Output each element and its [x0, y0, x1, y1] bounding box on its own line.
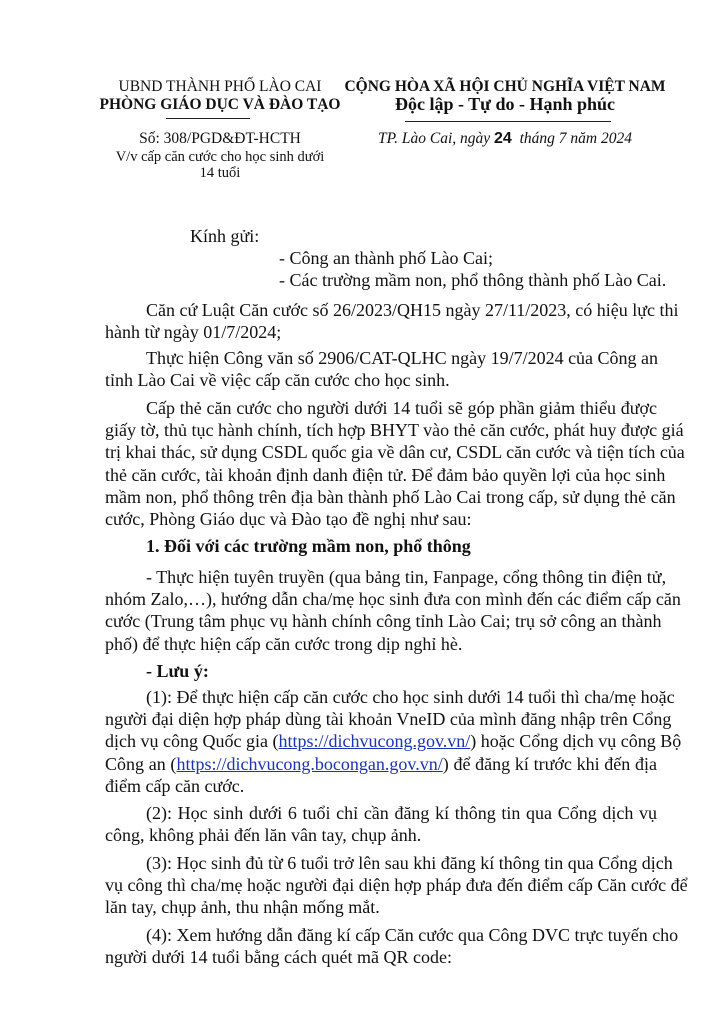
text-line	[105, 708, 672, 730]
nation-title: CỘNG HÒA XÃ HỘI CHỦ NGHĨA VIỆT NAM	[344, 78, 666, 95]
recipient-item: - Công an thành phố Lào Cai;	[279, 248, 493, 268]
section-heading	[105, 660, 657, 682]
paragraph	[105, 397, 685, 530]
motto: Độc lập - Tự do - Hạnh phúc	[394, 94, 616, 114]
text-line	[105, 852, 673, 874]
text-segment: trị khai thác, sử dụng CSDL quốc gia về dân cư, CSDL căn cước và tiện tích của	[105, 442, 685, 463]
text-line	[105, 874, 688, 896]
text-segment: hành từ ngày 01/7/2024;	[105, 322, 282, 343]
org-name: PHÒNG GIÁO DỤC VÀ ĐÀO TẠO	[99, 96, 341, 113]
org-underline	[166, 118, 250, 119]
recipients-label: Kính gửi:	[190, 226, 260, 246]
url-link[interactable]: https://dichvucong.gov.vn/	[278, 731, 471, 752]
text-segment: Công an (	[105, 753, 177, 774]
text-segment: vụ công thì cha/mẹ hoặc người đại diện hợp pháp đưa đến điểm cấp Căn cước để	[105, 875, 688, 896]
text-segment: Thực hiện Công văn số 2906/CAT-QLHC ngày 19/7/2024 của Công an	[146, 348, 659, 368]
paragraph	[105, 852, 688, 919]
url-link[interactable]: https://dichvucong.bocongan.gov.vn/	[176, 753, 443, 774]
paragraph	[105, 924, 679, 968]
text-line	[105, 686, 675, 708]
text-segment: (1): Để thực hiện cấp căn cước cho học sinh dưới 14 tuổi thì cha/mẹ hoặc	[146, 687, 675, 707]
text-line	[105, 464, 666, 486]
text-segment: phố) để thực hiện cấp căn cước trong dịp nghỉ hè.	[105, 633, 463, 654]
text-line	[105, 566, 667, 588]
text-segment: công, không phải đến lăn vân tay, chụp ảnh.	[105, 825, 422, 846]
text-segment: tỉnh Lào Cai về việc cấp căn cước cho học sinh.	[105, 370, 450, 391]
org-parent: UBND THÀNH PHỐ LÀO CAI	[118, 78, 322, 95]
text-line	[105, 824, 657, 846]
paragraph	[105, 347, 657, 391]
text-segment: dịch vụ công Quốc gia (	[105, 731, 279, 752]
text-segment: ) để đăng kí trước khi đến địa	[442, 753, 657, 774]
text-line	[105, 633, 657, 655]
text-line	[105, 321, 657, 343]
text-line	[105, 753, 657, 775]
text-segment: (2): Học sinh dưới 6 tuổi chỉ cần đăng kí thông tin qua Cổng dịch vụ	[146, 803, 657, 823]
text-line	[105, 535, 657, 557]
text-segment: mầm non, phổ thông trên địa bàn thành phố Lào Cai trong cấp, sử dụng thẻ căn	[105, 486, 676, 507]
text-line	[105, 369, 657, 391]
text-segment: nhóm Zalo,…), hướng dẫn cha/mẹ học sinh đưa con mình đến các điểm cấp căn	[105, 589, 681, 610]
text-segment: ) hoặc Cổng dịch vụ công Bộ	[470, 731, 682, 752]
text-line	[105, 610, 662, 632]
text-line	[105, 299, 679, 321]
text-segment: (3): Học sinh đủ từ 6 tuổi trở lên sau khi đăng kí thông tin qua Cổng dịch	[146, 853, 673, 873]
text-segment: - Thực hiện tuyên truyền (qua bảng tin, Fanpage, cổng thông tin điện tử,	[146, 567, 667, 587]
date-line	[330, 130, 680, 148]
doc-number: Số: 308/PGD&ĐT-HCTH	[139, 130, 301, 147]
text-line	[105, 802, 657, 824]
text-segment: lăn tay, chụp ảnh, thu nhận mống mắt.	[105, 897, 380, 918]
section-heading	[105, 535, 657, 557]
text-segment: giấy tờ, thủ tục hành chính, tích hợp BHYT vào thẻ căn cước, phát huy được giá	[105, 420, 684, 441]
text-segment: 1. Đối với các trường mầm non, phổ thông	[146, 536, 471, 556]
text-segment: điểm cấp căn cước.	[105, 775, 245, 796]
text-segment: người dưới 14 tuổi bằng cách quét mã QR code:	[105, 947, 452, 968]
text-line	[105, 486, 676, 508]
subject-line-2: 14 tuổi	[199, 165, 241, 181]
text-segment: người đại diện hợp pháp dùng tài khoản VneID của mình đăng nhập trên Cổng	[105, 709, 672, 730]
recipient-item: - Các trường mầm non, phổ thông thành phố Lào Cai.	[279, 270, 667, 290]
paragraph	[105, 686, 682, 797]
motto-underline	[405, 121, 611, 122]
date-prefix: TP. Lào Cai, ngày	[378, 130, 495, 147]
text-line	[105, 588, 681, 610]
text-line	[105, 419, 684, 441]
text-line	[105, 508, 657, 530]
text-segment: cước, Phòng Giáo dục và Đào tạo đề nghị như sau:	[105, 509, 472, 530]
paragraph	[105, 802, 657, 846]
date-day: 24	[494, 130, 512, 147]
paragraph	[105, 299, 679, 343]
text-line	[105, 441, 685, 463]
text-segment: (4): Xem hướng dẫn đăng kí cấp Căn cước qua Công DVC trực tuyến cho	[146, 925, 679, 945]
text-line	[105, 896, 657, 918]
text-line	[105, 347, 657, 369]
subject-line-1: V/v cấp căn cước cho học sinh dưới	[115, 149, 325, 165]
text-line	[105, 660, 657, 682]
text-line	[105, 730, 682, 752]
text-segment: Cấp thẻ căn cước cho người dưới 14 tuổi sẽ góp phần giảm thiểu được	[146, 398, 657, 418]
text-line	[105, 775, 657, 797]
text-line	[105, 397, 657, 419]
date-suffix: tháng 7 năm 2024	[511, 130, 632, 147]
text-segment: cước (Trung tâm phục vụ hành chính công tỉnh Lào Cai; trụ sở công an thành	[105, 611, 662, 632]
paragraph	[105, 566, 681, 655]
text-segment: - Lưu ý:	[146, 661, 209, 681]
text-line	[105, 946, 657, 968]
text-segment: Căn cứ Luật Căn cước số 26/2023/QH15 ngày 27/11/2023, có hiệu lực thi	[146, 300, 679, 320]
text-segment: thẻ căn cước, tài khoản định danh điện tử. Để đảm bảo quyền lợi của học sinh	[105, 464, 666, 485]
text-line	[105, 924, 679, 946]
